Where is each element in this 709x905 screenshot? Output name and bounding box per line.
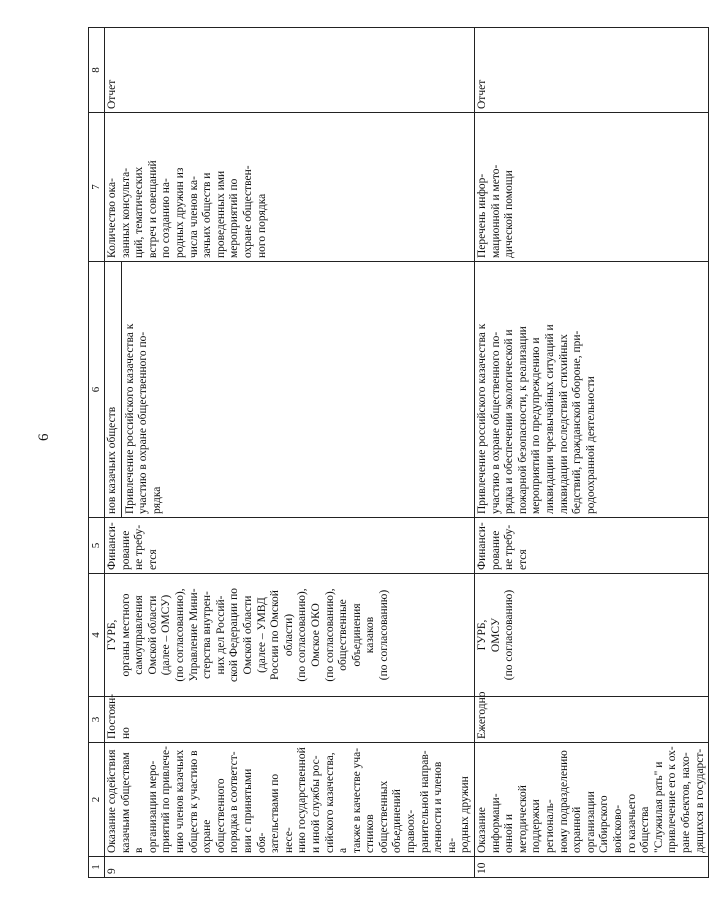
row-number-cell: 9 xyxy=(105,857,475,878)
column-number: 8 xyxy=(89,28,105,113)
column-number: 7 xyxy=(89,113,105,262)
table-row xyxy=(105,28,475,878)
indicator-cell: Количество ока- занных консульта- ций, тематических встреч и совещаний по созданию на- родных дружин из числа членов ка- зачьих обществ и проведенных ими мероприятий по охране обществен- ного порядка xyxy=(105,113,475,262)
period-cell: Постоян- но xyxy=(105,697,475,743)
direction-cell xyxy=(105,262,475,518)
rotated-table-frame xyxy=(88,28,706,878)
measures-table xyxy=(88,27,709,878)
event-cell: Оказание информаци- онной и методической поддержки региональ- ному подразделению охранной организации Сибирского войсково- го казачьего общества "Служилая рать" и привлечение его к ох- ране объектов, нахо- дящихся в государст- xyxy=(475,743,709,857)
section-continuation: нов казачьих обществ xyxy=(106,262,122,517)
row-number-cell: 10 xyxy=(475,857,709,878)
direction-cell: Привлечение российского казачества к участию в охране общественного по- рядка и обеспечении экологической и пожарной безопасности, к реализации мероприятий по предупреждению и ликвидации чрезвычайных ситуаций и ликвидации последствий стихийных бедствий, гражданской обороне, при- родоохранной деятельности xyxy=(475,262,709,518)
financing-cell: Финанси- рование не требу- ется xyxy=(105,518,475,574)
report-cell: Отчет xyxy=(475,28,709,113)
table-row xyxy=(475,28,709,878)
event-cell: Оказание содействия казачьим обществам в организации меро- приятий по привлече- нию членов казачьих обществ к участию в охране общественного порядка в соответст- вии с принятыми обя- зательствами по несе- нию государственной и иной службы рос- сийского казачества, а также в качестве уча- стников общественных объединений правоох- ранительной направ- ленности и членов на- родных дружин xyxy=(105,743,475,857)
direction-text: Привлечение российского казачества к участию в охране общественного по- рядка xyxy=(123,323,163,514)
executors-cell: ГУРБ, ОМСУ (по согласованию) xyxy=(475,574,709,697)
page-number: 6 xyxy=(36,433,52,441)
executors-cell: ГУРБ, органы местного самоуправления Омской области (далее – ОМСУ) (по согласованию), Управление Мини- стерства внутрен- них дел Россий- ской Федерации по Омской области (далее – УМВД России по Омской области) (по согласованию), Омское ОКО (по согласованию), общественные объединения казаков (по согласованию) xyxy=(105,574,475,697)
financing-cell: Финанси- рование не требу- ется xyxy=(475,518,709,574)
report-cell: Отчет xyxy=(105,28,475,113)
column-number: 4 xyxy=(89,574,105,697)
column-number: 3 xyxy=(89,697,105,743)
column-number: 1 xyxy=(89,857,105,878)
column-number: 2 xyxy=(89,743,105,857)
column-number: 5 xyxy=(89,518,105,574)
indicator-cell: Перечень инфор- мационной и мето- дической помощи xyxy=(475,113,709,262)
column-number-row xyxy=(89,28,105,878)
column-number: 6 xyxy=(89,262,105,518)
period-cell: Ежегодно xyxy=(475,697,709,743)
